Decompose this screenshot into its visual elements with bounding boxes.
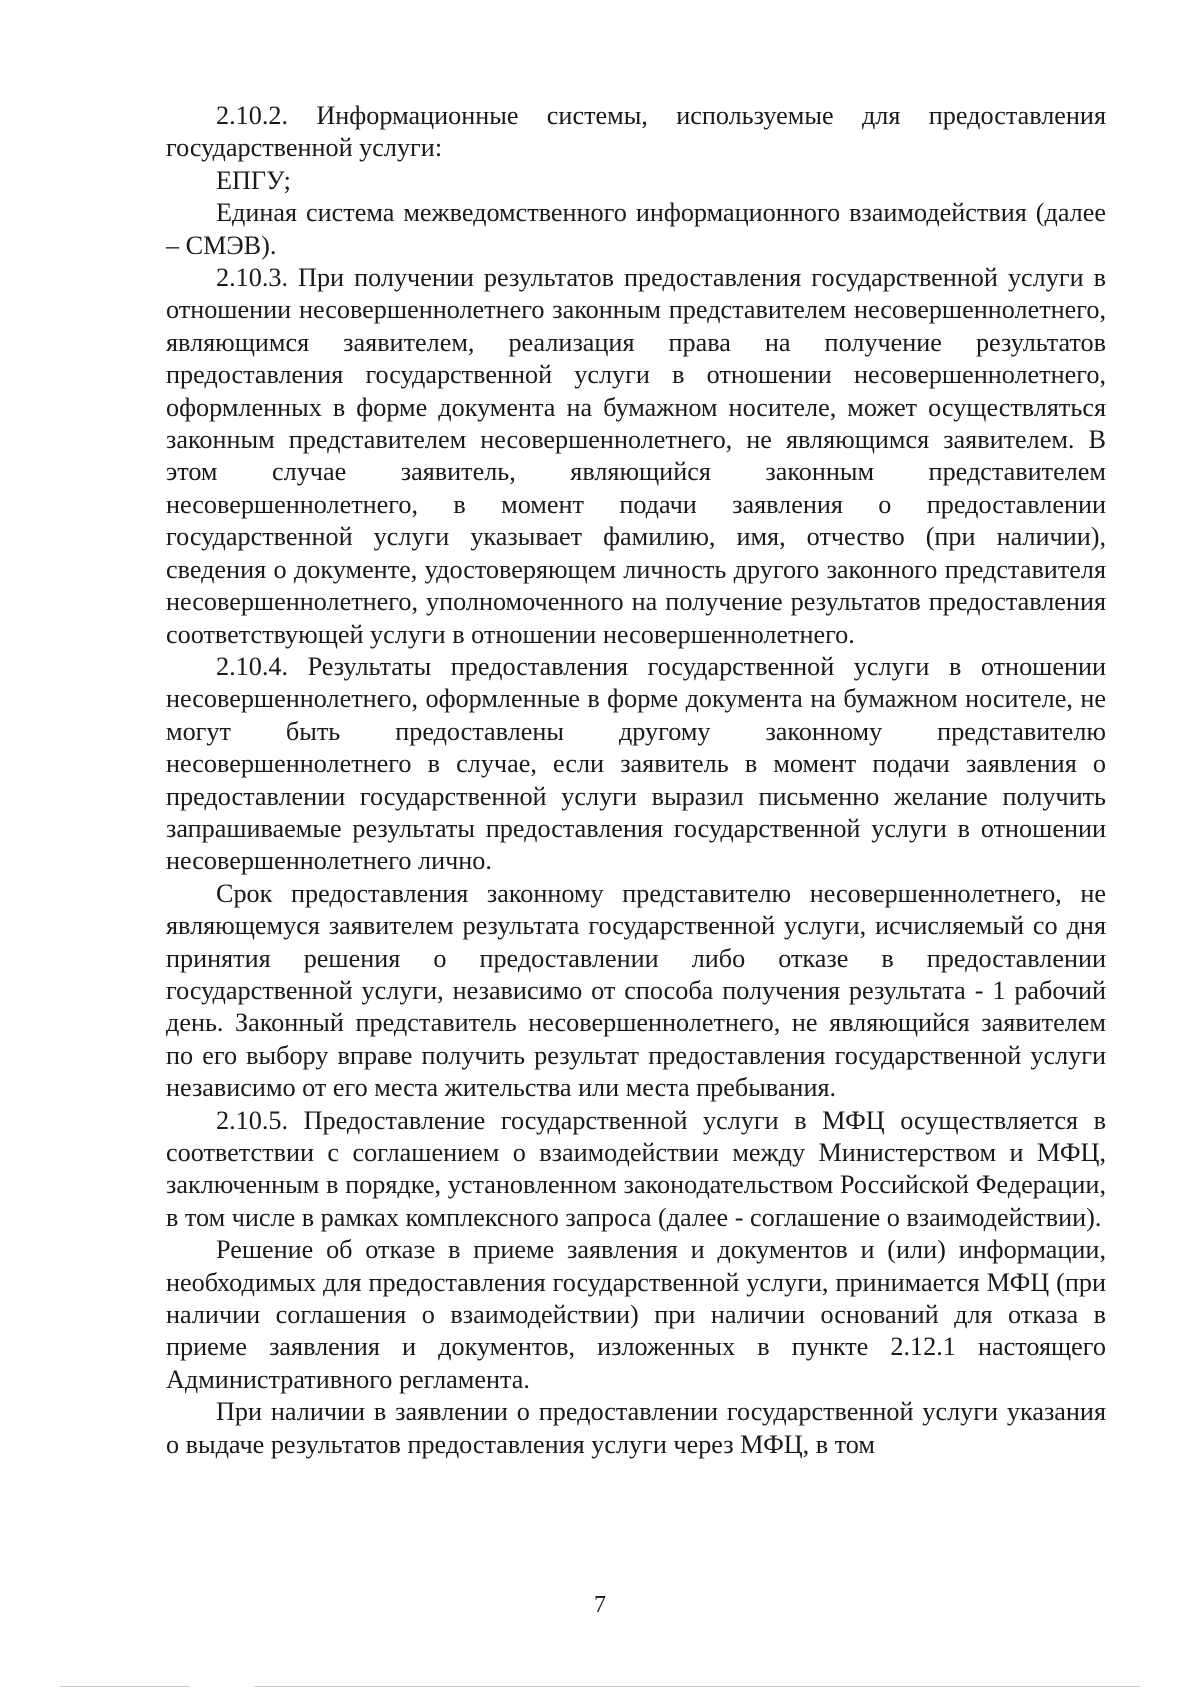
paragraph-smev: Единая система межведомственного информационного взаимодействия (далее – СМЭВ). — [166, 198, 1106, 260]
paragraph-2-10-5: 2.10.5. Предоставление государственной услуги в МФЦ осуществляется в соответствии с соглашением о взаимодействии между Министерством и МФЦ, заключенным в порядке, установленном законодательством Российской Федерации, в том числе в рамках комплексного запроса (далее - соглашение о взаимодействии). — [166, 1105, 1106, 1232]
paragraph-2-10-2: 2.10.2. Информационные системы, используемые для предоставления государственной услуги: — [166, 101, 1106, 163]
document-page — [166, 100, 1106, 1461]
scan-edge-line — [60, 1686, 1140, 1687]
paragraph-refusal-decision: Решение об отказе в приеме заявления и документов и (или) информации, необходимых для предоставления государственной услуги, принимается МФЦ (при наличии соглашения о взаимодействии) при наличии оснований для отказа в приеме заявления и документов, изложенных в пункте 2.12.1 настоящего Административного регламента. — [166, 1235, 1106, 1394]
paragraph-mfc-issuance: При наличии в заявлении о предоставлении государственной услуги указания о выдаче результатов предоставления услуги через МФЦ, в том — [166, 1397, 1106, 1459]
page-number: 7 — [594, 1592, 606, 1618]
paragraph-deadline: Срок предоставления законному представителю несовершеннолетнего, не являющемуся заявителем результата государственной услуги, исчисляемый со дня принятия решения о предоставлении либо отказе в предоставлении государственной услуги, независимо от способа получения результата - 1 рабочий день. Законный представитель несовершеннолетнего, не являющийся заявителем по его выбору вправе получить результат предоставления государственной услуги независимо от его места жительства или места пребывания. — [166, 878, 1106, 1103]
paragraph-epgu: ЕПГУ; — [216, 165, 291, 195]
paragraph-2-10-3: 2.10.3. При получении результатов предоставления государственной услуги в отношении несовершеннолетнего законным представителем несовершеннолетнего, являющимся заявителем, реализация права на получение результатов предоставления государственной услуги в отношении несовершеннолетнего, оформленных в форме документа на бумажном носителе, может осуществляться законным представителем несовершеннолетнего, не являющимся заявителем. В этом случае заявитель, являющийся законным представителем несовершеннолетнего, в момент подачи заявления о предоставлении государственной услуги указывает фамилию, имя, отчество (при наличии), сведения о документе, удостоверяющем личность другого законного представителя несовершеннолетнего, уполномоченного на получение результатов предоставления соответствующей услуги в отношении несовершеннолетнего. — [166, 263, 1106, 649]
paragraph-2-10-4: 2.10.4. Результаты предоставления государственной услуги в отношении несовершеннолетнего, оформленные в форме документа на бумажном носителе, не могут быть предоставлены другому законному представителю несовершеннолетнего в случае, если заявитель в момент подачи заявления о предоставлении государственной услуги выразил письменно желание получить запрашиваемые результаты предоставления государственной услуги в отношении несовершеннолетнего лично. — [166, 651, 1106, 876]
